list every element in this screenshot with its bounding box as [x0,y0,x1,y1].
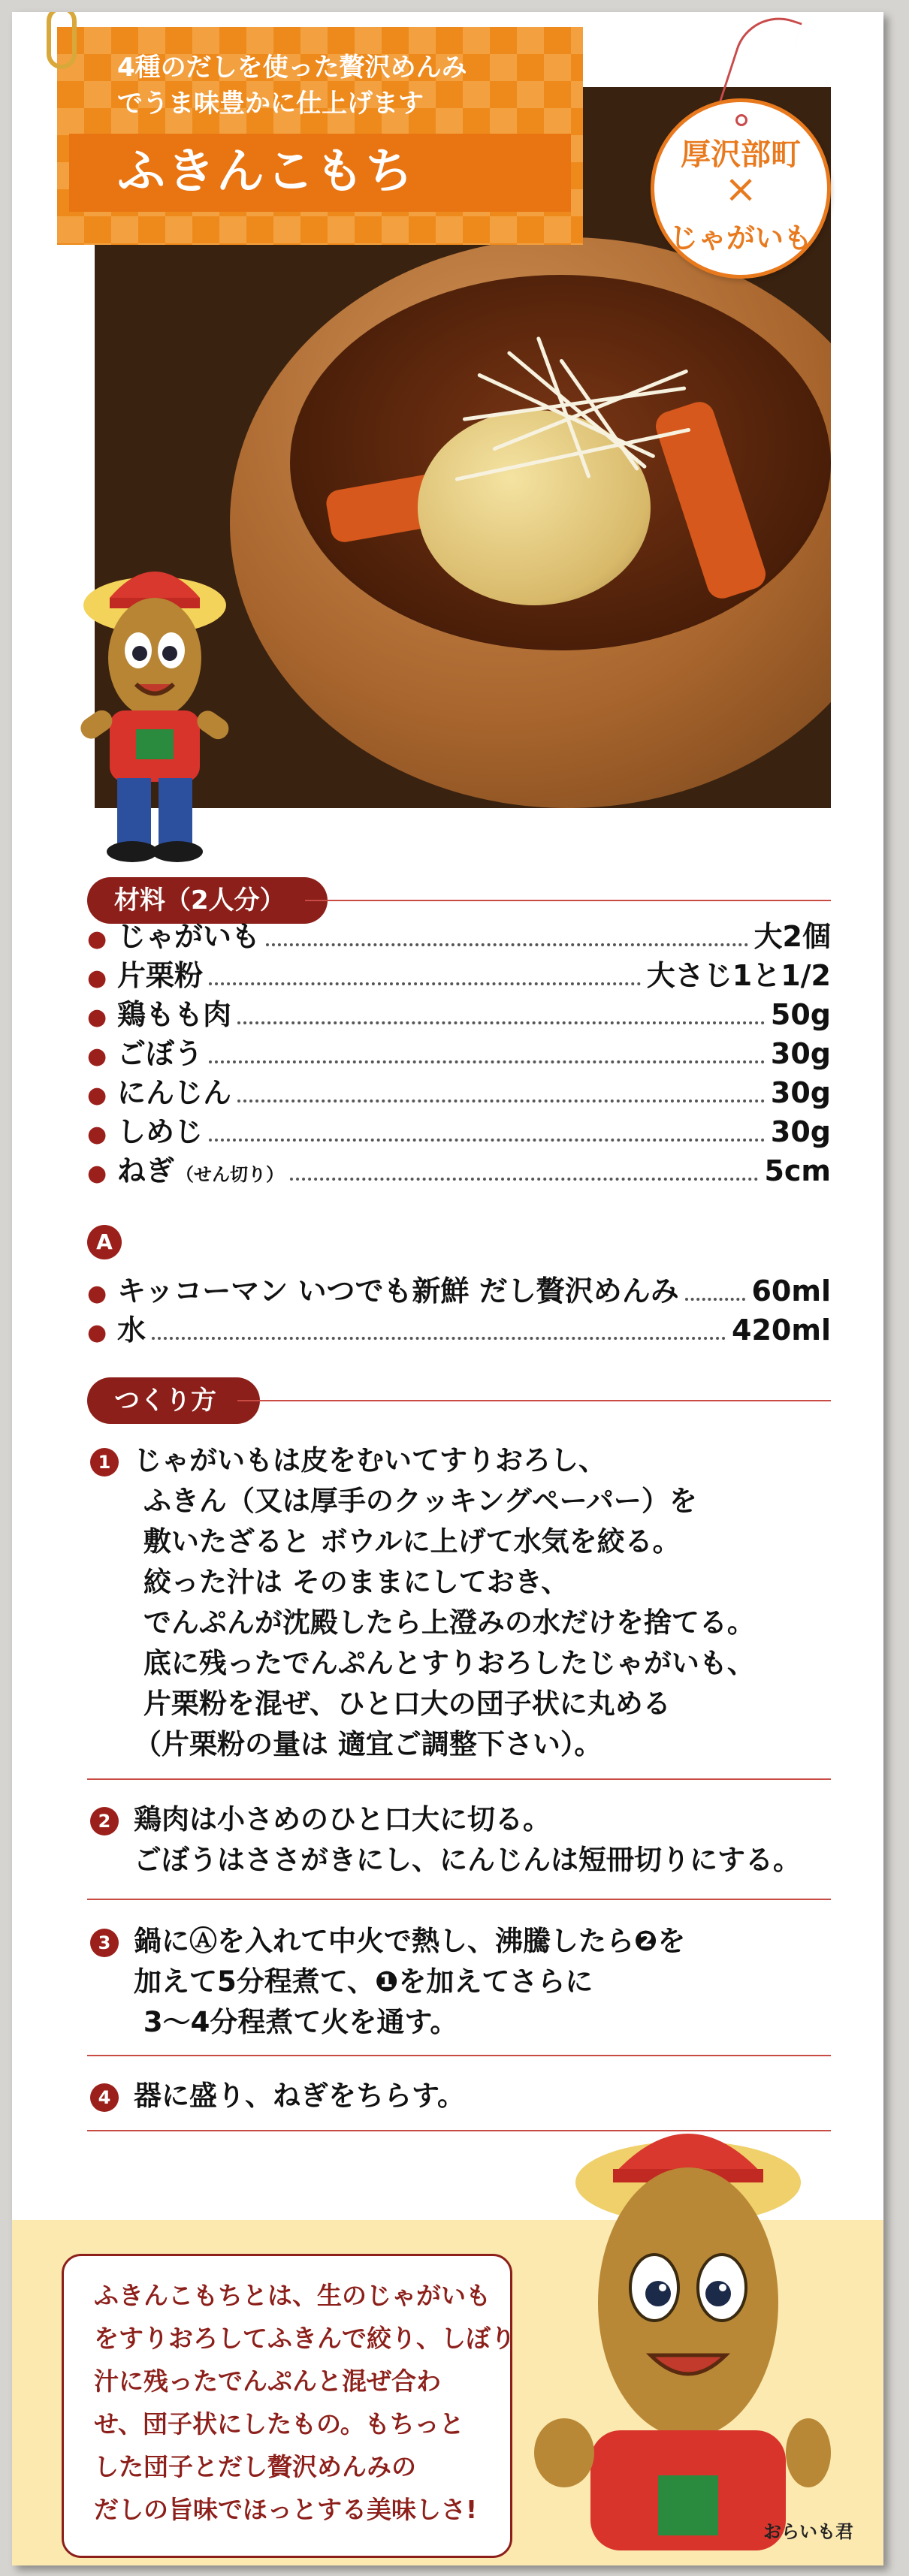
step-divider [87,2055,831,2056]
method-step [87,1921,831,2043]
bullet-icon: ● [87,1280,107,1307]
ingredient-name: 鶏もも肉 [117,998,232,1031]
ingredient-row [87,913,831,952]
group-a-list [87,1268,831,1346]
method-step [87,1799,831,1881]
ingredients-list [87,913,831,1187]
mascot-small-illustration [57,553,252,868]
ingredient-amount: 60ml [751,1274,831,1308]
ingredient-name: しめじ [117,1115,204,1148]
step-number: 1 [90,1448,119,1477]
leader-dots [209,982,641,985]
ingredient-amount: 30g [770,1115,831,1148]
paperclip-icon [47,12,77,69]
leader-dots [290,1178,758,1181]
leader-dots [266,943,748,946]
mascot-large-illustration [530,2100,831,2550]
ingredient-name: ごぼう [117,1037,204,1070]
ingredient-row [87,1268,831,1307]
step-number: 4 [90,2083,119,2112]
leader-dots [685,1298,746,1301]
ingredient-name: じゃがいも [117,920,261,953]
ingredient-row [87,1307,831,1346]
ingredient-amount: 大さじ1と1/2 [646,959,831,992]
ingredient-name: ねぎ [117,1154,175,1187]
method-step [87,1440,831,1765]
tag-cross: × [724,167,757,212]
ingredient-amount: 大2個 [753,920,831,953]
ingredient-name: にんじん [117,1076,232,1109]
leader-dots [209,1139,765,1142]
ingredient-row [87,952,831,991]
step-text: 鶏肉は小さめのひと口大に切る。 ごぼうはささがきにし、にんじんは短冊切りにする。 [134,1803,801,1876]
header-subtitle-line: でうま味豊かに仕上げます [117,89,424,119]
tag-hole [735,114,747,126]
recipe-header [57,27,583,245]
note-box [62,2254,515,2558]
tag-ingredient: じゃがいも [669,222,812,255]
step-number: 2 [90,1807,119,1835]
bullet-icon: ● [87,1160,107,1187]
section-divider [305,900,831,901]
ingredient-amount: 5cm [764,1154,831,1187]
bullet-icon: ● [87,1121,107,1148]
step-number: 3 [90,1929,119,1957]
ingredient-name: 水 [117,1314,146,1347]
green-onion-illustration [448,327,718,523]
leader-dots [152,1337,726,1340]
ingredient-row [87,991,831,1030]
region-tag [651,98,831,279]
leader-dots [237,1021,765,1024]
ingredient-row [87,1069,831,1109]
bullet-icon: ● [87,1004,107,1030]
ingredient-row [87,1148,831,1187]
ingredient-row [87,1030,831,1069]
step-text: 鍋にⒶを入れて中火で熱し、沸騰したら❷を 加えて5分程煮て、❶を加えてさらに 3～4分程煮て火を通す。 [134,1925,686,2038]
ingredient-amount: 30g [770,1037,831,1070]
step-text: じゃがいもは皮をむいてすりおろし、 ふきん（又は厚手のクッキングペーパー）を 敷いたざると ボウルに上げて水気を絞る。 絞った汁は そのままにしておき、 でんぷんが沈殿したら上澄みの水だけを捨てる。 底に残ったでんぷんとすりおろしたじゃがいも、 片栗粉を混ぜ、ひと口大の団子状に丸める （片栗粉の量は 適宜ご調整下さい）。 [134,1444,755,1760]
ingredient-note: （せん切り） [176,1164,285,1185]
recipe-card [12,12,883,2565]
method-heading: つくり方 [87,1377,260,1424]
step-divider [87,1778,831,1780]
header-subtitle [117,50,467,122]
group-a-marker: A [87,1225,122,1259]
ingredient-amount: 50g [770,998,831,1031]
recipe-title: ふきんこもち [117,144,415,200]
header-subtitle-line: 4種のだしを使った贅沢めんみ [117,53,467,83]
bullet-icon: ● [87,1320,107,1346]
ingredient-name: 片栗粉 [117,959,204,992]
step-text: 器に盛り、ねぎをちらす。 [134,2080,466,2112]
step-divider [87,1899,831,1900]
leader-dots [237,1099,765,1102]
note-text: ふきんこもちとは、生のじゃがいも をすりおろしてふきんで絞り、しぼり 汁に残ったでんぷんと混ぜ合わ せ、団子状にしたもの。もちっと した団子とだし贅沢めんみの だしの旨味でほっとする美味しさ! [94,2281,515,2524]
ingredient-row [87,1109,831,1148]
bullet-icon: ● [87,965,107,991]
bullet-icon: ● [87,1043,107,1069]
mascot-name: おらいも君 [763,2521,853,2542]
ingredients-heading: 材料（2人分） [87,877,328,924]
ingredient-amount: 420ml [732,1314,831,1347]
tag-town: 厚沢部町 [681,137,801,172]
ingredient-amount: 30g [770,1076,831,1109]
bullet-icon: ● [87,1082,107,1109]
section-divider [237,1400,831,1401]
bullet-icon: ● [87,926,107,952]
ingredient-name: キッコーマン いつでも新鮮 だし贅沢めんみ [117,1274,679,1308]
leader-dots [209,1060,765,1063]
